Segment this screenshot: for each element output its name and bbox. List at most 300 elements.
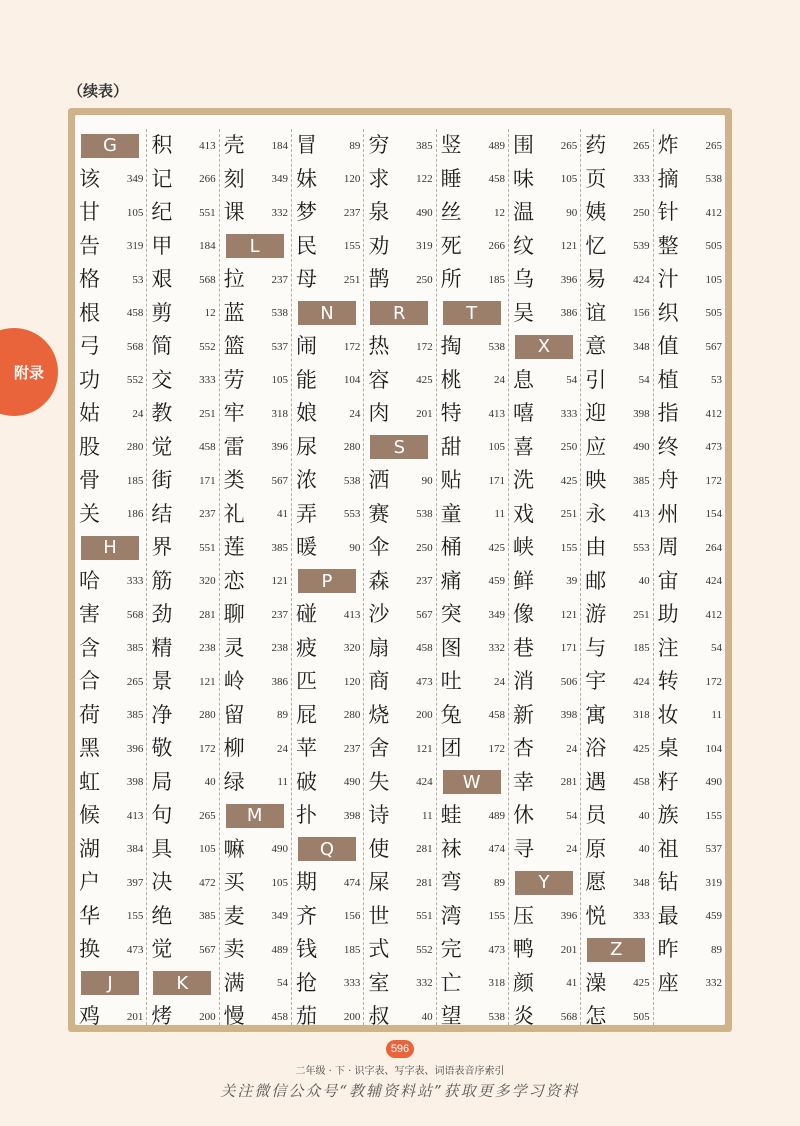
letter-header-cell (147, 967, 218, 1001)
entry-character: 暖 (295, 535, 317, 560)
entry-character: 使 (368, 836, 390, 861)
index-entry (654, 699, 725, 733)
index-entry (364, 632, 435, 666)
index-entry (292, 364, 363, 398)
entry-character: 疲 (295, 635, 317, 660)
letter-header: K (153, 971, 211, 995)
index-columns (75, 129, 725, 1029)
entry-page-number: 413 (126, 809, 144, 822)
entry-character: 由 (585, 535, 607, 560)
entry-page-number: 424 (633, 273, 650, 286)
index-entry (147, 598, 218, 632)
index-entry (581, 665, 652, 699)
entry-character: 睡 (440, 166, 462, 191)
index-entry (220, 498, 291, 532)
entry-page-number: 105 (488, 441, 505, 454)
index-entry (509, 163, 580, 197)
entry-character: 屎 (368, 870, 390, 895)
letter-header-cell (437, 766, 508, 800)
entry-page-number: 333 (633, 173, 650, 186)
index-entry (147, 230, 218, 264)
entry-page-number: 506 (560, 675, 578, 688)
entry-character: 期 (295, 870, 317, 895)
entry-character: 鸡 (79, 1004, 100, 1029)
entry-character: 骨 (79, 468, 100, 493)
entry-page-number: 458 (488, 709, 505, 722)
entry-character: 泉 (368, 200, 390, 225)
entry-page-number: 24 (276, 742, 288, 755)
index-entry (654, 464, 725, 498)
entry-character: 息 (512, 367, 534, 392)
index-table-frame (68, 108, 732, 1032)
entry-character: 钻 (657, 870, 679, 895)
entry-character: 剪 (151, 300, 173, 325)
entry-character: 终 (657, 434, 679, 459)
index-entry (220, 129, 291, 163)
entry-page-number: 265 (633, 139, 650, 152)
entry-character: 鲜 (512, 568, 534, 593)
index-entry (364, 330, 435, 364)
entry-character: 能 (295, 367, 317, 392)
entry-page-number: 24 (349, 407, 361, 420)
entry-page-number: 201 (416, 407, 433, 420)
entry-character: 害 (79, 602, 100, 627)
index-entry (292, 967, 363, 1001)
entry-page-number: 280 (343, 709, 361, 722)
entry-character: 嘛 (223, 836, 245, 861)
entry-character: 柳 (223, 736, 245, 761)
index-entry (75, 364, 146, 398)
entry-page-number: 237 (271, 608, 288, 621)
entry-character: 遇 (585, 769, 607, 794)
index-entry (654, 364, 725, 398)
entry-page-number: 385 (271, 541, 288, 554)
entry-character: 抢 (295, 970, 317, 995)
index-entry (147, 799, 218, 833)
entry-character: 邮 (585, 568, 607, 593)
entry-character: 格 (79, 267, 100, 292)
entry-character: 简 (151, 334, 173, 359)
entry-character: 桃 (440, 367, 462, 392)
index-entry (147, 263, 218, 297)
index-entry (509, 129, 580, 163)
index-column (75, 129, 147, 1029)
index-entry (75, 230, 146, 264)
entry-character: 姑 (79, 401, 100, 426)
entry-page-number: 551 (199, 206, 216, 219)
entry-page-number: 348 (633, 876, 650, 889)
index-entry (220, 330, 291, 364)
index-entry (437, 632, 508, 666)
index-entry (654, 397, 725, 431)
entry-character: 根 (79, 300, 100, 325)
index-entry (364, 230, 435, 264)
index-entry (654, 531, 725, 565)
index-entry (292, 263, 363, 297)
entry-character: 闹 (295, 334, 317, 359)
entry-page-number: 251 (343, 273, 361, 286)
entry-page-number: 490 (271, 843, 288, 856)
index-entry (364, 263, 435, 297)
index-entry (364, 129, 435, 163)
entry-character: 灵 (223, 635, 245, 660)
entry-character: 戏 (512, 501, 534, 526)
letter-header: S (370, 435, 428, 459)
entry-character: 筋 (151, 568, 173, 593)
index-entry (654, 732, 725, 766)
index-entry (220, 665, 291, 699)
entry-character: 桶 (440, 535, 462, 560)
entry-character: 易 (585, 267, 607, 292)
entry-page-number: 12 (204, 307, 216, 320)
entry-character: 纹 (512, 233, 534, 258)
entry-page-number: 318 (271, 407, 288, 420)
index-column (364, 129, 436, 1029)
entry-page-number: 185 (343, 943, 361, 956)
index-entry (220, 565, 291, 599)
index-entry (292, 799, 363, 833)
index-entry (654, 799, 725, 833)
index-entry (654, 766, 725, 800)
entry-page-number: 459 (488, 575, 505, 588)
index-column (220, 129, 292, 1029)
entry-character: 寻 (512, 836, 534, 861)
entry-page-number: 39 (566, 575, 578, 588)
section-title: （续表） (68, 82, 129, 100)
index-column (437, 129, 509, 1029)
index-entry (364, 498, 435, 532)
entry-page-number: 121 (560, 608, 578, 621)
entry-character: 户 (79, 870, 100, 895)
entry-page-number: 505 (705, 307, 722, 320)
entry-page-number: 474 (488, 843, 505, 856)
index-entry (220, 598, 291, 632)
entry-page-number: 11 (711, 709, 722, 722)
entry-character: 浓 (295, 468, 317, 493)
entry-page-number: 537 (705, 843, 722, 856)
index-entry (654, 665, 725, 699)
entry-character: 汁 (657, 267, 679, 292)
entry-page-number: 553 (633, 541, 650, 554)
entry-page-number: 385 (199, 910, 216, 923)
entry-page-number: 185 (126, 474, 144, 487)
index-entry (654, 297, 725, 331)
entry-page-number: 319 (705, 876, 722, 889)
entry-character: 最 (657, 903, 679, 928)
index-entry (220, 196, 291, 230)
entry-page-number: 567 (416, 608, 433, 621)
entry-page-number: 333 (560, 407, 578, 420)
entry-page-number: 425 (416, 374, 433, 387)
entry-page-number: 319 (126, 240, 144, 253)
entry-page-number: 200 (343, 1010, 361, 1023)
entry-character: 丝 (440, 200, 462, 225)
footer-caption: 二年级 · 下 · 识字表、写字表、词语表音序索引 (295, 1066, 505, 1077)
entry-character: 匹 (295, 669, 317, 694)
index-entry (509, 900, 580, 934)
entry-page-number: 552 (126, 374, 144, 387)
entry-character: 峡 (512, 535, 534, 560)
appendix-tab[interactable]: 附录 (0, 328, 58, 416)
entry-page-number: 490 (343, 776, 361, 789)
entry-page-number: 333 (633, 910, 650, 923)
entry-page-number: 120 (343, 675, 361, 688)
index-entry (364, 364, 435, 398)
entry-character: 洗 (512, 468, 534, 493)
entry-character: 味 (512, 166, 534, 191)
entry-character: 合 (79, 669, 100, 694)
entry-character: 绝 (151, 903, 173, 928)
entry-page-number: 425 (488, 541, 505, 554)
index-entry (509, 464, 580, 498)
entry-page-number: 538 (416, 508, 433, 521)
index-column (292, 129, 364, 1029)
letter-header: L (226, 234, 284, 258)
entry-page-number: 474 (343, 876, 361, 889)
index-entry (75, 799, 146, 833)
entry-page-number: 458 (199, 441, 216, 454)
entry-page-number: 398 (633, 407, 650, 420)
index-entry (75, 900, 146, 934)
index-entry (509, 799, 580, 833)
index-entry (581, 397, 652, 431)
letter-header-cell (292, 297, 363, 331)
entry-character: 喜 (512, 434, 534, 459)
entry-character: 黑 (79, 736, 100, 761)
entry-page-number: 250 (416, 273, 433, 286)
entry-page-number: 186 (126, 508, 144, 521)
index-entry (437, 732, 508, 766)
index-entry (364, 699, 435, 733)
index-entry (220, 866, 291, 900)
letter-header-cell (220, 230, 291, 264)
entry-character: 式 (368, 937, 390, 962)
entry-page-number: 281 (416, 876, 433, 889)
index-entry (75, 933, 146, 967)
index-entry (147, 364, 218, 398)
index-entry (220, 699, 291, 733)
entry-page-number: 490 (705, 776, 722, 789)
entry-page-number: 184 (271, 139, 288, 152)
entry-character: 句 (151, 803, 173, 828)
index-entry (364, 933, 435, 967)
index-entry (147, 196, 218, 230)
index-entry (437, 933, 508, 967)
index-entry (147, 565, 218, 599)
index-entry (147, 129, 218, 163)
index-entry (437, 230, 508, 264)
entry-character: 失 (368, 769, 390, 794)
index-entry (220, 833, 291, 867)
index-entry (75, 632, 146, 666)
index-entry (364, 464, 435, 498)
index-entry (654, 263, 725, 297)
entry-page-number: 473 (126, 943, 144, 956)
entry-character: 该 (79, 166, 100, 191)
entry-page-number: 89 (710, 943, 722, 956)
entry-character: 母 (295, 267, 317, 292)
index-entry (75, 498, 146, 532)
entry-page-number: 105 (560, 173, 578, 186)
entry-page-number: 172 (488, 742, 505, 755)
entry-character: 森 (368, 568, 390, 593)
index-entry (509, 364, 580, 398)
entry-page-number: 396 (560, 910, 578, 923)
entry-character: 哈 (79, 568, 100, 593)
entry-character: 弓 (79, 334, 100, 359)
entry-page-number: 413 (488, 407, 505, 420)
entry-page-number: 320 (199, 575, 216, 588)
entry-character: 商 (368, 669, 390, 694)
entry-page-number: 266 (199, 173, 216, 186)
letter-header-cell (364, 297, 435, 331)
index-entry (581, 230, 652, 264)
letter-header-cell (364, 431, 435, 465)
entry-character: 舟 (657, 468, 679, 493)
entry-page-number: 12 (493, 206, 505, 219)
letter-header: M (226, 804, 284, 828)
index-entry (364, 1000, 435, 1034)
entry-page-number: 568 (199, 273, 216, 286)
index-entry (364, 598, 435, 632)
index-entry (364, 163, 435, 197)
index-table (75, 115, 725, 1029)
entry-page-number: 156 (633, 307, 650, 320)
entry-page-number: 473 (488, 943, 505, 956)
index-entry (654, 196, 725, 230)
entry-page-number: 41 (276, 508, 288, 521)
entry-page-number: 413 (199, 139, 216, 152)
entry-character: 鸭 (512, 937, 534, 962)
index-entry (147, 297, 218, 331)
entry-character: 洒 (368, 468, 390, 493)
index-entry (364, 732, 435, 766)
entry-character: 买 (223, 870, 245, 895)
index-entry (292, 129, 363, 163)
entry-page-number: 40 (421, 1010, 433, 1023)
index-entry (581, 565, 652, 599)
index-entry (220, 464, 291, 498)
entry-page-number: 238 (271, 642, 288, 655)
entry-character: 兔 (440, 702, 462, 727)
index-entry (509, 230, 580, 264)
entry-page-number: 505 (705, 240, 722, 253)
index-entry (581, 196, 652, 230)
letter-header: Y (515, 871, 573, 895)
index-entry (509, 431, 580, 465)
entry-character: 世 (368, 903, 390, 928)
entry-page-number: 54 (710, 642, 722, 655)
entry-page-number: 424 (633, 675, 650, 688)
entry-character: 屁 (295, 702, 317, 727)
letter-header: H (81, 536, 139, 560)
entry-character: 颜 (512, 970, 534, 995)
entry-character: 引 (585, 367, 607, 392)
letter-header-cell (292, 565, 363, 599)
index-entry (75, 866, 146, 900)
index-entry (581, 900, 652, 934)
entry-page-number: 265 (705, 139, 722, 152)
index-entry (147, 933, 218, 967)
entry-character: 蓝 (223, 300, 245, 325)
entry-character: 民 (295, 233, 317, 258)
entry-page-number: 54 (566, 374, 578, 387)
entry-page-number: 490 (416, 206, 433, 219)
entry-page-number: 385 (126, 642, 144, 655)
entry-page-number: 171 (199, 474, 216, 487)
entry-character: 摘 (657, 166, 679, 191)
entry-character: 吐 (440, 669, 462, 694)
entry-page-number: 539 (633, 240, 650, 253)
entry-character: 座 (657, 970, 679, 995)
entry-page-number: 54 (276, 977, 288, 990)
entry-page-number: 155 (126, 910, 144, 923)
entry-page-number: 538 (271, 307, 288, 320)
entry-page-number: 489 (488, 139, 505, 152)
entry-page-number: 398 (560, 709, 578, 722)
entry-page-number: 413 (633, 508, 650, 521)
entry-page-number: 172 (416, 340, 433, 353)
index-entry (437, 565, 508, 599)
entry-character: 交 (151, 367, 173, 392)
index-entry (509, 766, 580, 800)
entry-character: 杏 (512, 736, 534, 761)
index-entry (292, 531, 363, 565)
entry-page-number: 201 (126, 1010, 144, 1023)
entry-page-number: 412 (705, 206, 722, 219)
entry-page-number: 489 (488, 809, 505, 822)
index-entry (147, 900, 218, 934)
entry-character: 告 (79, 233, 100, 258)
index-entry (75, 196, 146, 230)
index-entry (581, 498, 652, 532)
entry-page-number: 121 (199, 675, 216, 688)
entry-page-number: 104 (343, 374, 361, 387)
entry-character: 净 (151, 702, 173, 727)
index-entry (509, 263, 580, 297)
entry-page-number: 567 (705, 340, 722, 353)
entry-character: 祖 (657, 836, 679, 861)
index-entry (654, 866, 725, 900)
letter-header-cell (220, 799, 291, 833)
entry-character: 甲 (151, 233, 173, 258)
entry-character: 容 (368, 367, 390, 392)
letter-header: Q (298, 837, 356, 861)
index-entry (75, 397, 146, 431)
entry-character: 绿 (223, 769, 245, 794)
index-entry (437, 196, 508, 230)
entry-page-number: 412 (705, 608, 722, 621)
entry-page-number: 537 (271, 340, 288, 353)
index-entry (437, 799, 508, 833)
entry-character: 教 (151, 401, 173, 426)
index-entry (437, 263, 508, 297)
entry-page-number: 264 (705, 541, 722, 554)
entry-page-number: 458 (271, 1010, 288, 1023)
index-entry (292, 464, 363, 498)
entry-page-number: 281 (560, 776, 578, 789)
index-entry (509, 699, 580, 733)
entry-character: 含 (79, 635, 100, 660)
entry-character: 留 (223, 702, 245, 727)
entry-character: 悦 (585, 903, 607, 928)
index-entry (581, 699, 652, 733)
entry-page-number: 172 (343, 340, 361, 353)
entry-character: 消 (512, 669, 534, 694)
entry-page-number: 154 (705, 508, 722, 521)
letter-header-cell (581, 933, 652, 967)
entry-page-number: 385 (416, 139, 433, 152)
